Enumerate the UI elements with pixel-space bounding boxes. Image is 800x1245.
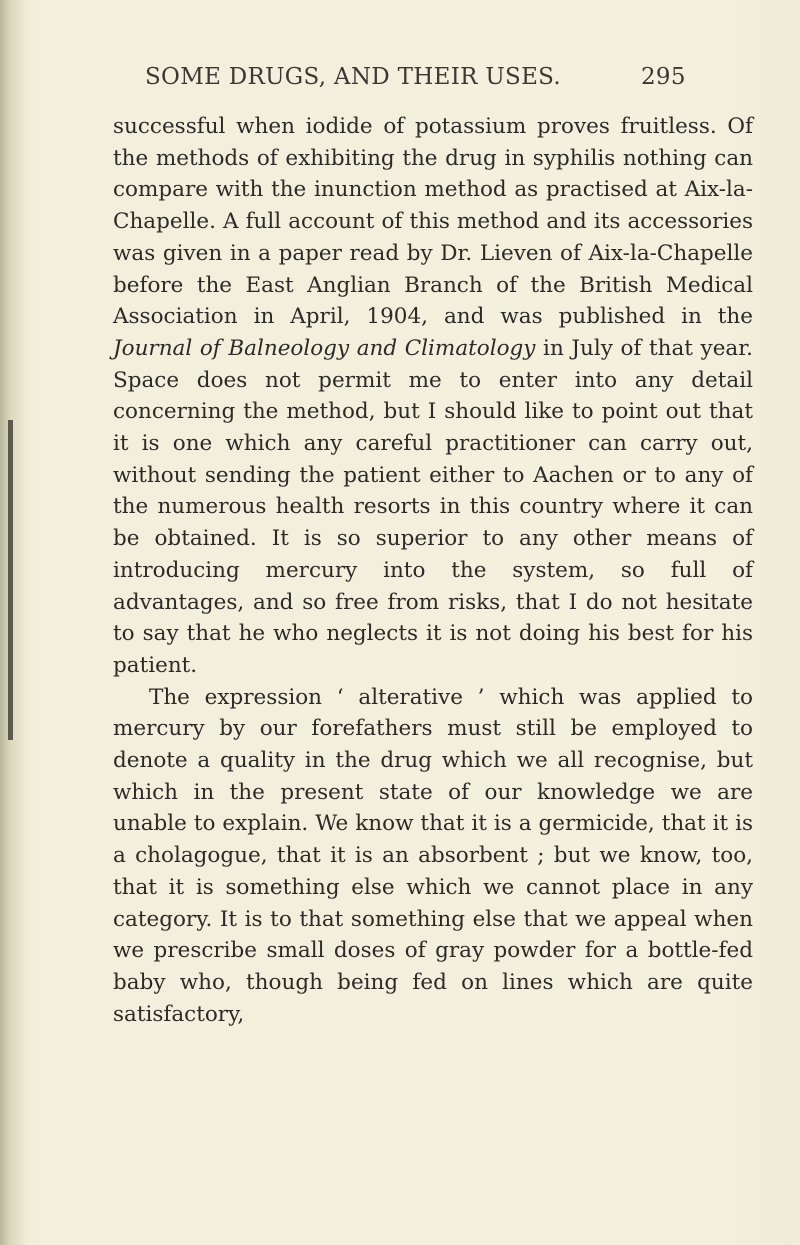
paragraph-2: The expression ‘ alterative ’ which was applied to mercury by our forefathers must still be employed to denote a quality in the drug which we all recognise, but which in the present state of our knowledge we are unable to explain. We know that it is a germicide, that it is a cholagogue, that it is an absorbent ; but we know, too, that it is something else which we cannot place in any category. It is to that something else that we appeal when we prescribe small doses of gray powder for a bottle-fed baby who, though being fed on lines which are quite satisfactory, [113, 684, 753, 1027]
paragraph-1 [113, 111, 753, 682]
running-head [145, 64, 745, 100]
binding-shadow [0, 0, 26, 1245]
body-text [113, 111, 753, 1030]
journal-title: Journal of Balneology and Climatology [113, 335, 536, 361]
paragraph-1-text-b: in July of that year. Space does not permit me to enter into any detail concerning the method, but I should like to point out that it is one which any careful practitioner can carry out, without sending the patient either to Aachen or to any of the numerous health resorts in this country where it can be obtained. It is so superior to any other means of introducing mercury into the system, so full of advantages, and so free from risks, that I do not hesitate to say that he who neglects it is not doing his best for his patient. [113, 335, 753, 678]
page-number: 295 [641, 64, 686, 90]
running-head-title: SOME DRUGS, AND THEIR USES. [145, 64, 562, 90]
page-edge-mark [8, 420, 13, 740]
paragraph-1-text-a: successful when iodide of potassium proves fruitless. Of the methods of exhibiting the drug in syphilis nothing can compare with the inunction method as practised at Aix-la-Chapelle. A full account of this method and its accessories was given in a paper read by Dr. Lieven of Aix-la-Chapelle before the East Anglian Branch of the British Medical Association in April, 1904, and was published in the [113, 114, 753, 330]
